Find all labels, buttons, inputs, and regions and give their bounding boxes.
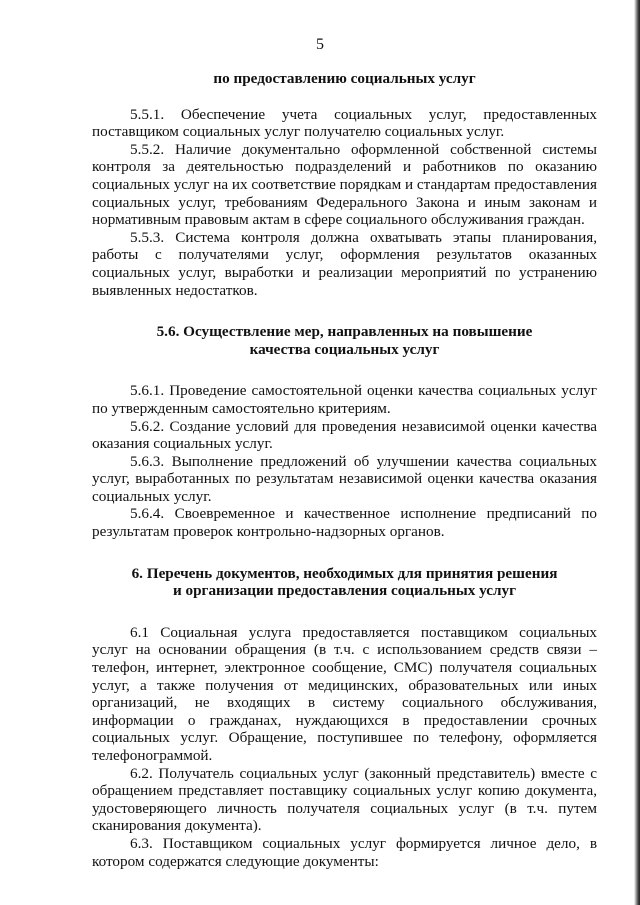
paragraph-6-1: 6.1 Социальная услуга предоставляется поставщиком социальных услуг на основании обращения (в т.ч. с использованием средств связи – телефон, интернет, электронное сообщение, СМС) получателя социальных услуг, а также получения от медицинских, образовательных или иных организаций, не входящих в систему социального обслуживания, информации о гражданах, нуждающихся в предоставлении срочных социальных услуг. Обращение, поступившее по телефону, оформляется телефонограммой.: [92, 623, 597, 764]
document-body: [92, 70, 597, 870]
spacer: [92, 88, 597, 106]
section-heading-continuation: по предоставлению социальных услуг: [213, 70, 476, 87]
section-5-6-heading-line2: качества социальных услуг: [249, 340, 440, 358]
paragraph-6-2: 6.2. Получатель социальных услуг (законный представитель) вместе с обращением представляет поставщику социальных услуг копию документа, удостоверяющего личность получателя социальных услуг (в т.ч. путем сканирования документа).: [92, 764, 597, 835]
section-5-6-heading-line1: 5.6. Осуществление мер, направленных на повышение: [156, 323, 533, 341]
page-number: 5: [316, 36, 324, 53]
section-6-heading-line1: 6. Перечень документов, необходимых для принятия решения: [131, 564, 558, 582]
paragraph-5-5-2: 5.5.2. Наличие документально оформленной собственной системы контроля за деятельностью подразделений и работников по оказанию социальных услуг на их соответствие порядкам и стандартам предоставления социальных услуг, требованиям Федерального Закона и иным законам и нормативным правовым актам в сфере социального обслуживания граждан.: [92, 140, 597, 229]
spacer: [92, 541, 597, 565]
paragraph-5-5-3: 5.5.3. Система контроля должна охватывать этапы планирования, работы с получателями услуг, оформления результатов оказанных социальных услуг, выработки и реализации мероприятий по устранению выявленных недостатков.: [92, 228, 597, 299]
paragraph-5-6-1: 5.6.1. Проведение самостоятельной оценки качества социальных услуг по утвержденным самостоятельно критериям.: [92, 382, 597, 417]
paragraph-5-6-4: 5.6.4. Своевременное и качественное исполнение предписаний по результатам проверок контрольно-надзорных органов.: [92, 505, 597, 541]
paragraph-6-3: 6.3. Поставщиком социальных услуг формируется личное дело, в котором содержатся следующие документы:: [92, 834, 597, 870]
section-6-heading-line2: и организации предоставления социальных услуг: [172, 582, 517, 600]
paragraph-5-6-3: 5.6.3. Выполнение предложений об улучшении качества социальных услуг, выработанных по результатам независимой оценки качества оказания социальных услуг.: [92, 452, 597, 505]
spacer: [92, 299, 597, 323]
spacer: [92, 358, 597, 382]
paragraph-5-6-2: 5.6.2. Создание условий для проведения независимой оценки качества оказания социальных услуг.: [92, 417, 597, 453]
paragraph-5-5-1: 5.5.1. Обеспечение учета социальных услуг, предоставленных поставщиком социальных услуг получателю социальных услуг.: [92, 105, 597, 141]
spacer: [92, 600, 597, 624]
scan-edge-shadow: [634, 0, 640, 905]
